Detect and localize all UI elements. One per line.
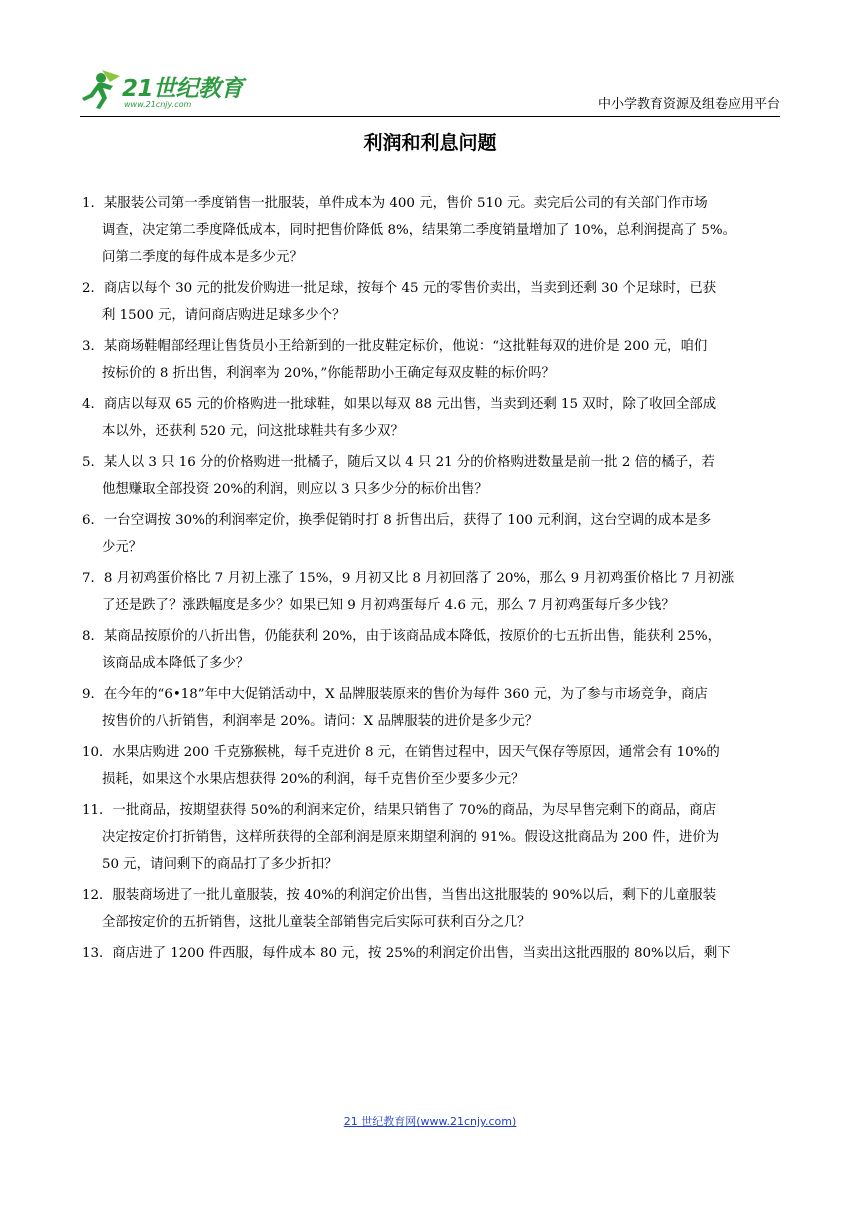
question-line: 9．在今年的“6•18”年中大促销活动中，X 品牌服装原来的售价为每件 360 元，为了参与市场竞争，商店: [82, 687, 708, 702]
question-item: [82, 333, 782, 387]
question-line: 少元？: [102, 540, 143, 555]
page-title: 利润和利息问题: [363, 132, 497, 154]
question-line: 11．一批商品，按期望获得 50%的利润来定价，结果只销售了 70%的商品，为尽早售完剩下的商品，商店: [82, 803, 717, 818]
question-item: [82, 275, 782, 329]
question-item: [82, 739, 782, 793]
question-item: [82, 882, 782, 936]
question-line: 5．某人以 3 只 16 分的价格购进一批橘子，随后又以 4 只 21 分的价格购进数量是前一批 2 倍的橘子，若: [82, 455, 715, 470]
logo-text: 21世纪教育: [122, 76, 244, 102]
question-line: 全部按定价的五折销售，这批儿童装全部销售完后实际可获利百分之几？: [102, 915, 531, 930]
question-line: 1．某服装公司第一季度销售一批服装，单件成本为 400 元，售价 510 元。卖完后公司的有关部门作市场: [82, 196, 708, 211]
question-line: 决定按定价打折销售，这样所获得的全部利润是原来期望利润的 91%。假设这批商品为 200 件，进价为: [102, 830, 720, 845]
question-line: 3．某商场鞋帽部经理让售货员小王给新到的一批皮鞋定标价，他说：“这批鞋每双的进价是 200 元，咱们: [82, 339, 708, 354]
page-header: [80, 64, 780, 117]
question-item: [82, 507, 782, 561]
question-line: 调查，决定第二季度降低成本，同时把售价降低 8%，结果第二季度销量增加了 10%，总利润提高了 5%。: [102, 223, 737, 238]
question-line: 问第二季度的每件成本是多少元？: [102, 250, 303, 265]
question-line: 13．商店进了 1200 件西服，每件成本 80 元，按 25%的利润定价出售，当卖出这批西服的 80%以后，剩下: [82, 946, 731, 961]
question-line: 7．8 月初鸡蛋价格比 7 月初上涨了 15%，9 月初又比 8 月初回落了 20%，那么 9 月初鸡蛋价格比 7 月初涨: [82, 571, 735, 586]
question-line: 6．一台空调按 30%的利润率定价，换季促销时打 8 折售出后，获得了 100 元利润，这台空调的成本是多: [82, 513, 712, 528]
question-item: [82, 449, 782, 503]
question-line: 2．商店以每个 30 元的批发价购进一批足球，按每个 45 元的零售价卖出，当卖到还剩 30 个足球时，已获: [82, 281, 717, 296]
question-line: 10．水果店购进 200 千克猕猴桃，每千克进价 8 元，在销售过程中，因天气保存等原因，通常会有 10%的: [82, 745, 720, 760]
question-line: 4．商店以每双 65 元的价格购进一批球鞋，如果以每双 88 元出售，当卖到还剩 15 双时，除了收回全部成: [82, 397, 717, 412]
question-item: [82, 940, 782, 967]
question-item: [82, 190, 782, 271]
question-item: [82, 681, 782, 735]
question-line: 8．某商品按原价的八折出售，仍能获利 20%，由于该商品成本降低，按原价的七五折出售，能获利 25%，: [82, 629, 721, 644]
question-line: 他想赚取全部投资 20%的利润，则应以 3 只多少分的标价出售？: [102, 482, 488, 497]
question-line: 了还是跌了？涨跌幅度是多少？如果已知 9 月初鸡蛋每斤 4.6 元，那么 7 月初鸡蛋每斤多少钱？: [102, 598, 675, 613]
platform-tagline: 中小学教育资源及组卷应用平台: [597, 97, 780, 112]
question-list: [82, 190, 782, 971]
question-line: 利 1500 元，请问商店购进足球多少个？: [102, 308, 346, 323]
logo-url: www.21cnjy.com: [124, 100, 192, 109]
footer-link[interactable]: 21 世纪教育网(www.21cnjy.com): [343, 1115, 517, 1128]
question-line: 按标价的 8 折出售，利润率为 20%，”你能帮助小王确定每双皮鞋的标价吗？: [102, 366, 555, 381]
question-line: 损耗，如果这个水果店想获得 20%的利润，每千克售价至少要多少元？: [102, 772, 525, 787]
question-line: 12．服装商场进了一批儿童服装，按 40%的利润定价出售，当售出这批服装的 90%以后，剩下的儿童服装: [82, 888, 717, 903]
runner-icon: [80, 68, 122, 110]
question-item: [82, 565, 782, 619]
question-item: [82, 391, 782, 445]
question-line: 50 元，请问剩下的商品打了多少折扣？: [102, 857, 338, 872]
question-line: 该商品成本降低了多少？: [102, 656, 250, 671]
question-line: 本以外，还获利 520 元，问这批球鞋共有多少双？: [102, 424, 404, 439]
question-item: [82, 623, 782, 677]
question-line: 按售价的八折销售，利润率是 20%。请问：X 品牌服装的进价是多少元？: [102, 714, 539, 729]
logo: [80, 64, 255, 114]
question-item: [82, 797, 782, 878]
